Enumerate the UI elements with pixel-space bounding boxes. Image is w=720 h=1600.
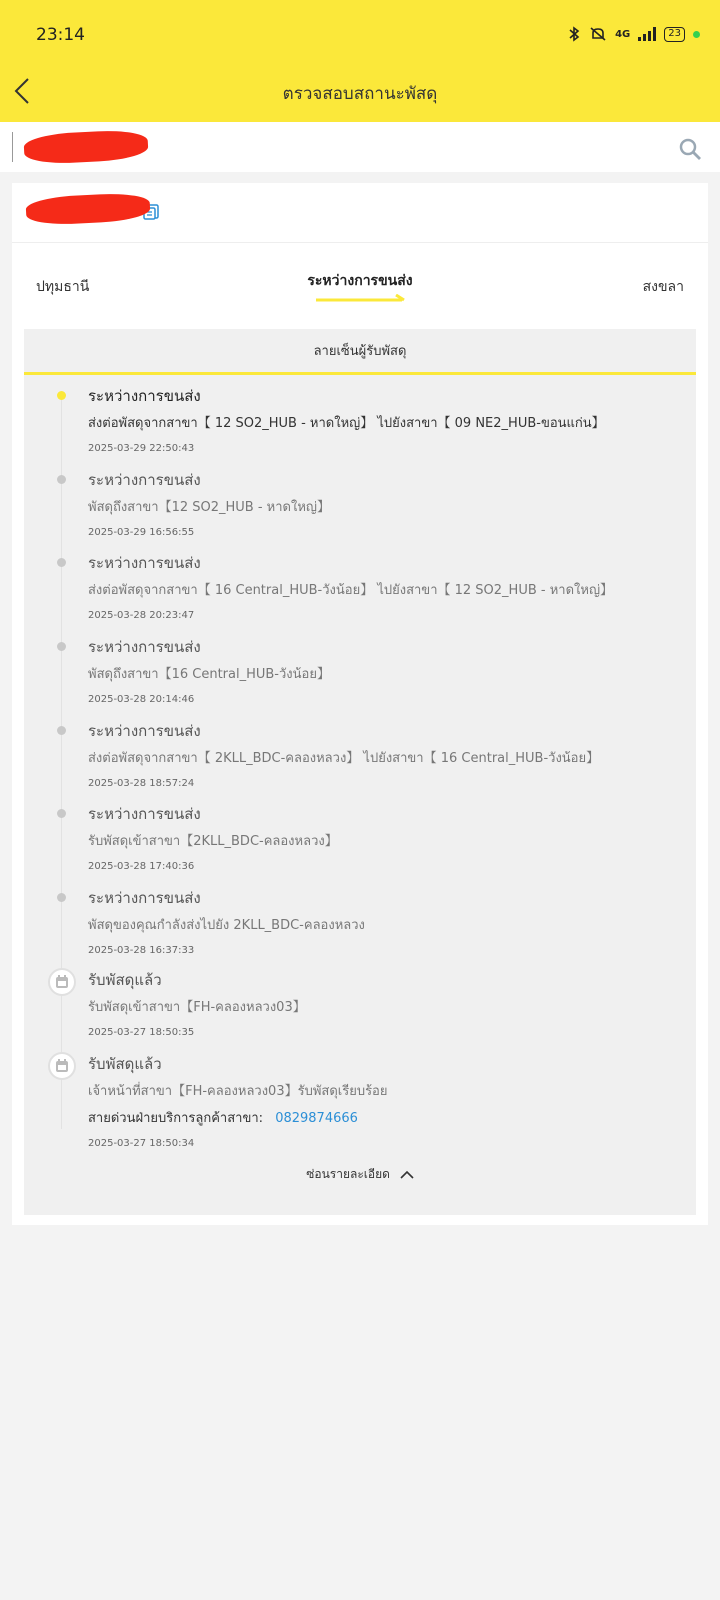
route-origin: ปทุมธานี bbox=[36, 279, 90, 295]
dot-icon bbox=[57, 893, 66, 902]
event-time: 2025-03-28 20:14:46 bbox=[88, 694, 195, 705]
dot-icon bbox=[57, 558, 66, 567]
battery-indicator: 23 bbox=[664, 27, 685, 42]
page-title: ตรวจสอบสถานะพัสดุ bbox=[282, 84, 438, 104]
status-icons bbox=[567, 26, 700, 42]
event-time: 2025-03-29 16:56:55 bbox=[88, 527, 195, 538]
event-status: ระหว่างการขนส่ง bbox=[88, 889, 201, 907]
network-label: 4G bbox=[615, 28, 631, 40]
event-time: 2025-03-28 16:37:33 bbox=[88, 945, 195, 956]
event-status: ระหว่างการขนส่ง bbox=[88, 638, 201, 656]
search-icon[interactable] bbox=[678, 137, 702, 161]
route-current-status: ระหว่างการขนส่ง bbox=[307, 273, 413, 289]
event-description: พัสดุถึงสาขา【12 SO2_HUB - หาดใหญ่】 bbox=[88, 500, 330, 515]
tab-recipient-signature[interactable] bbox=[24, 329, 696, 375]
event-description: พัสดุของคุณกำลังส่งไปยัง 2KLL_BDC-คลองหลวง bbox=[88, 918, 365, 933]
event-description: รับพัสดุเข้าสาขา【2KLL_BDC-คลองหลวง】 bbox=[88, 834, 338, 849]
chevron-up-icon bbox=[400, 1170, 414, 1179]
mute-icon bbox=[589, 26, 607, 42]
event-time: 2025-03-29 22:50:43 bbox=[88, 443, 195, 454]
event-description: ส่งต่อพัสดุจากสาขา【 2KLL_BDC-คลองหลวง】 ไปยังสาขา【 16 Central_HUB-วังน้อย】 bbox=[88, 751, 600, 766]
event-description: เจ้าหน้าที่สาขา【FH-คลองหลวง03】รับพัสดุเรียบร้อย bbox=[88, 1084, 388, 1099]
event-status: ระหว่างการขนส่ง bbox=[88, 387, 201, 405]
signal-icon bbox=[638, 27, 656, 41]
event-time: 2025-03-28 17:40:36 bbox=[88, 861, 195, 872]
status-time: 23:14 bbox=[36, 25, 85, 45]
bluetooth-icon bbox=[567, 26, 581, 42]
hide-details-button[interactable] bbox=[24, 1165, 696, 1184]
calendar-icon bbox=[48, 968, 76, 996]
tracking-detail-panel bbox=[24, 329, 696, 1215]
timeline-line bbox=[61, 399, 62, 1129]
dot-icon bbox=[57, 809, 66, 818]
event-status: ระหว่างการขนส่ง bbox=[88, 805, 201, 823]
route-arrow-icon bbox=[314, 294, 408, 306]
hotline-row bbox=[88, 1107, 358, 1128]
dot-icon bbox=[57, 726, 66, 735]
event-description: รับพัสดุเข้าสาขา【FH-คลองหลวง03】 bbox=[88, 1000, 306, 1015]
privacy-dot bbox=[693, 31, 700, 38]
event-time: 2025-03-27 18:50:34 bbox=[88, 1138, 195, 1149]
hotline-phone-link[interactable]: 0829874666 bbox=[275, 1111, 358, 1126]
hotline-label: สายด่วนฝ่ายบริการลูกค้าสาขา: bbox=[88, 1111, 264, 1126]
route-destination: สงขลา bbox=[642, 279, 684, 295]
route-row bbox=[12, 244, 708, 328]
calendar-icon bbox=[48, 1052, 76, 1080]
dot-icon bbox=[57, 475, 66, 484]
active-dot-icon bbox=[57, 391, 66, 400]
event-status: ระหว่างการขนส่ง bbox=[88, 471, 201, 489]
hide-details-label: ซ่อนรายละเอียด bbox=[306, 1167, 390, 1181]
event-time: 2025-03-28 18:57:24 bbox=[88, 778, 195, 789]
event-time: 2025-03-28 20:23:47 bbox=[88, 610, 195, 621]
tab-label: ลายเซ็นผู้รับพัสดุ bbox=[313, 344, 407, 359]
event-description: พัสดุถึงสาขา【16 Central_HUB-วังน้อย】 bbox=[88, 667, 330, 682]
dot-icon bbox=[57, 642, 66, 651]
event-status: ระหว่างการขนส่ง bbox=[88, 554, 201, 572]
event-status: รับพัสดุแล้ว bbox=[88, 971, 162, 989]
event-description: ส่งต่อพัสดุจากสาขา【 12 SO2_HUB - หาดใหญ่】 ไปยังสาขา【 09 NE2_HUB-ขอนแก่น】 bbox=[88, 416, 605, 431]
event-status: ระหว่างการขนส่ง bbox=[88, 722, 201, 740]
event-description: ส่งต่อพัสดุจากสาขา【 16 Central_HUB-วังน้อย】 ไปยังสาขา【 12 SO2_HUB - หาดใหญ่】 bbox=[88, 583, 614, 598]
event-time: 2025-03-27 18:50:35 bbox=[88, 1027, 195, 1038]
event-status: รับพัสดุแล้ว bbox=[88, 1055, 162, 1073]
